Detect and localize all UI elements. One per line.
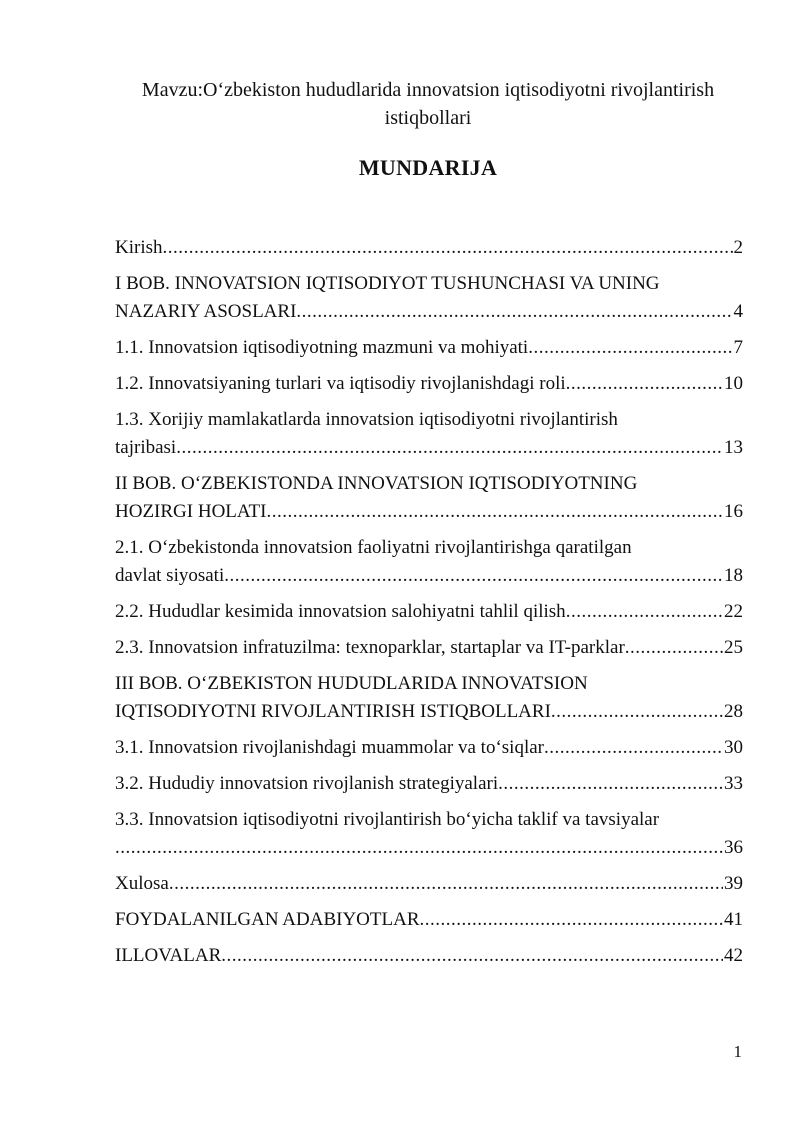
toc-entry-title-line: III BOB. O‘ZBEKISTON HUDUDLARIDA INNOVATSION [115, 673, 588, 694]
toc-entry-page: 28 [724, 701, 743, 722]
dot-leader [176, 434, 723, 462]
page-number: 1 [733, 1042, 742, 1061]
toc-entry-title: HOZIRGI HOLATI [115, 501, 267, 522]
toc-entry-title: 2.3. Innovatsion infratuzilma: texnoparklar, startaplar va IT-parklar [115, 637, 625, 658]
toc-entry-leader-line [115, 298, 743, 326]
toc-entry-leader-line [115, 942, 743, 970]
toc-entry-leader-line [115, 334, 743, 362]
toc-entry-page: 25 [724, 637, 743, 658]
toc-entry-page: 4 [733, 301, 743, 322]
toc-entry-title: NAZARIY ASOSLARI [115, 301, 297, 322]
toc-entry-leader-line [115, 870, 743, 898]
dot-leader [221, 942, 723, 970]
toc-entry-title-line: I BOB. INNOVATSION IQTISODIYOT TUSHUNCHASI VA UNING [115, 273, 660, 294]
toc-entry-leader-line [115, 434, 743, 462]
toc-entry-title: Xulosa [115, 873, 169, 894]
dot-leader [528, 334, 732, 362]
toc-entry-title-line: II BOB. O‘ZBEKISTONDA INNOVATSION IQTISODIYOTNING [115, 473, 638, 494]
dot-leader [266, 498, 723, 526]
toc-entry-page: 33 [724, 773, 743, 794]
toc-entry [115, 942, 743, 970]
dot-leader [296, 298, 732, 326]
toc-entry-title: 2.2. Hududlar kesimida innovatsion salohiyatni tahlil qilish [115, 601, 566, 622]
dot-leader [566, 370, 723, 398]
toc-entry-page: 41 [724, 909, 743, 930]
dot-leader [169, 870, 723, 898]
toc-entry [115, 806, 743, 862]
dot-leader [551, 698, 723, 726]
toc-entry-page: 18 [724, 565, 743, 586]
toc-entry-title: davlat siyosati [115, 565, 225, 586]
dot-leader [420, 906, 723, 934]
toc-entry [115, 770, 743, 798]
toc-entry-title: 3.2. Hududiy innovatsion rivojlanish strategiyalari [115, 773, 499, 794]
toc-entry-leader-line [115, 598, 743, 626]
toc-entry-page: 2 [733, 237, 743, 258]
toc-entry-page: 22 [724, 601, 743, 622]
dot-leader [115, 834, 723, 862]
dot-leader [163, 234, 733, 262]
toc-entry-leader-line [115, 562, 743, 590]
toc-entry-title-line: 1.3. Xorijiy mamlakatlarda innovatsion iqtisodiyotni rivojlantirish [115, 409, 618, 430]
toc-entry [115, 906, 743, 934]
toc-entry-page: 10 [724, 373, 743, 394]
toc-entry [115, 534, 743, 590]
toc-entry-page: 36 [724, 837, 743, 858]
toc-entry [115, 234, 743, 262]
toc-entry-page: 7 [733, 337, 743, 358]
toc-entry-title: 1.2. Innovatsiyaning turlari va iqtisodiy rivojlanishdagi roli [115, 373, 566, 394]
toc-entry-leader-line [115, 370, 743, 398]
toc-entry-leader-line [115, 634, 743, 662]
toc-entry [115, 334, 743, 362]
dot-leader [625, 634, 723, 662]
toc-entry-leader-line [115, 698, 743, 726]
toc-entry-page: 42 [724, 945, 743, 966]
toc-entry-title-line: 2.1. O‘zbekistonda innovatsion faoliyatni rivojlantirishga qaratilgan [115, 537, 632, 558]
toc-entry-page: 16 [724, 501, 743, 522]
toc-entry [115, 670, 743, 726]
toc-entry-title: Kirish [115, 237, 163, 258]
toc-entry [115, 470, 743, 526]
toc-entry-title: FOYDALANILGAN ADABIYOTLAR [115, 909, 420, 930]
toc-entry [115, 406, 743, 462]
toc-entry [115, 870, 743, 898]
toc-entry [115, 598, 743, 626]
toc-entry [115, 270, 743, 326]
toc-entry [115, 370, 743, 398]
toc-entry-leader-line [115, 234, 743, 262]
table-of-contents [115, 234, 743, 978]
toc-entry-title: 3.1. Innovatsion rivojlanishdagi muammolar va to‘siqlar [115, 737, 545, 758]
toc-entry-title-line: 3.3. Innovatsion iqtisodiyotni rivojlantirish bo‘yicha taklif va tavsiyalar [115, 809, 660, 830]
toc-entry-title: IQTISODIYOTNI RIVOJLANTIRISH ISTIQBOLLARI [115, 701, 551, 722]
toc-entry-page: 30 [724, 737, 743, 758]
toc-entry-title: ILLOVALAR [115, 945, 222, 966]
toc-entry [115, 734, 743, 762]
toc-entry-title: tajribasi [115, 437, 177, 458]
toc-entry-leader-line [115, 734, 743, 762]
toc-entry-leader-line [115, 834, 743, 862]
toc-entry-leader-line [115, 770, 743, 798]
document-topic: Mavzu:O‘zbekiston hududlarida innovatsion iqtisodiyotni rivojlantirish istiqbollari [141, 79, 715, 129]
toc-entry-leader-line [115, 498, 743, 526]
toc-entry [115, 634, 743, 662]
dot-leader [224, 562, 723, 590]
toc-entry-page: 13 [724, 437, 743, 458]
toc-entry-title: 1.1. Innovatsion iqtisodiyotning mazmuni va mohiyati [115, 337, 529, 358]
toc-entry-leader-line [115, 906, 743, 934]
dot-leader [498, 770, 723, 798]
dot-leader [544, 734, 723, 762]
toc-heading: MUNDARIJA [358, 155, 498, 180]
toc-entry-page: 39 [724, 873, 743, 894]
dot-leader [566, 598, 723, 626]
